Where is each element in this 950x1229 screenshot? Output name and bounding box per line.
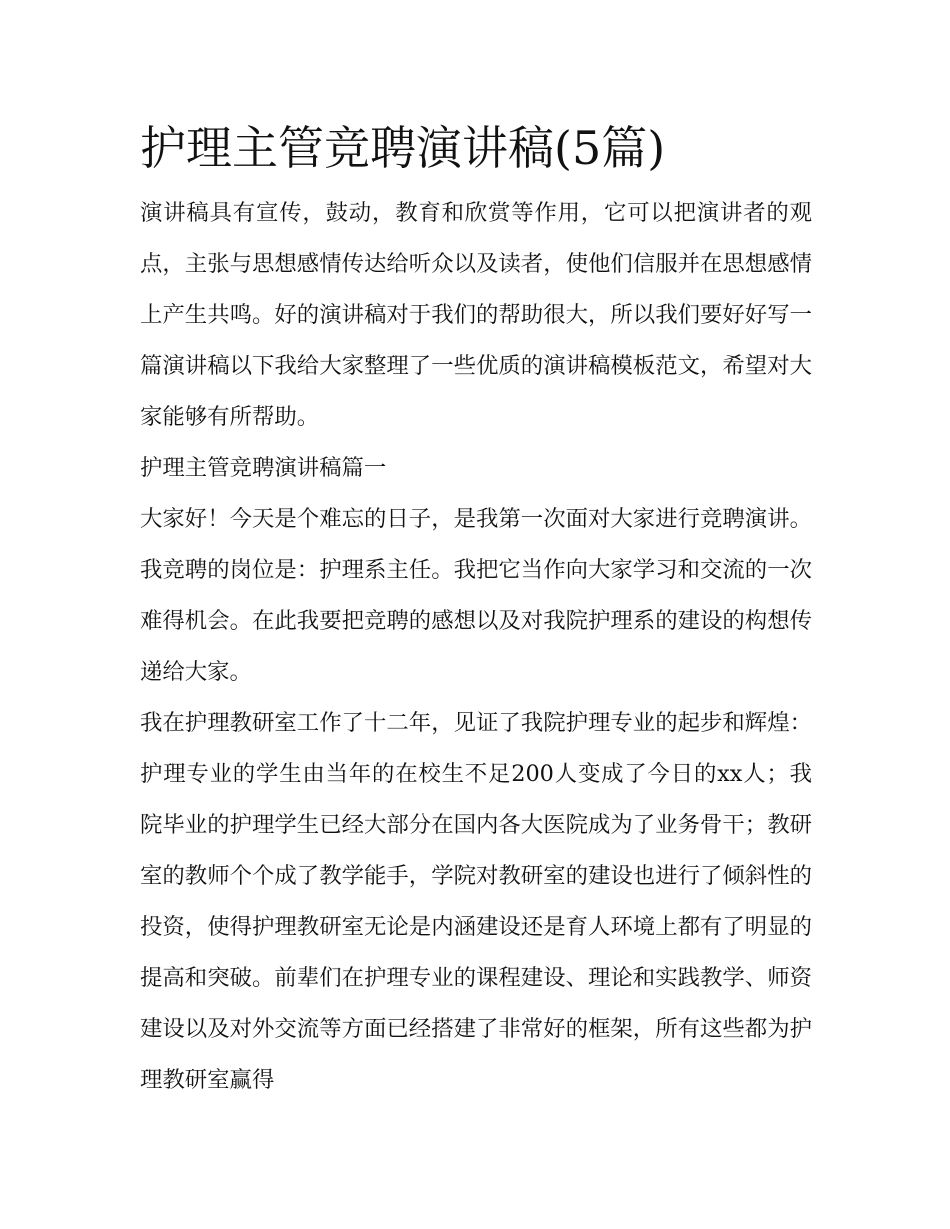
body-paragraph-2: 我在护理教研室工作了十二年，见证了我院护理专业的起步和辉煌：护理专业的学生由当年的在校生不足200人变成了今日的xx人；我院毕业的护理学生已经大部分在国内各大医院成为了业务骨干；教研室的教师个个成了教学能手，学院对教研室的建设也进行了倾斜性的投资，使得护理教研室无论是内涵建设还是育人环境上都有了明显的提高和突破。前辈们在护理专业的课程建设、理论和实践教学、师资建设以及对外交流等方面已经搭建了非常好的框架，所有这些都为护理教研室赢得 — [140, 710, 812, 1093]
section-heading: 护理主管竞聘演讲稿篇一 — [140, 455, 387, 481]
document-page — [140, 118, 812, 1106]
intro-paragraph: 演讲稿具有宣传，鼓动，教育和欣赏等作用，它可以把演讲者的观点，主张与思想感情传达给听众以及读者，使他们信服并在思想感情上产生共鸣。好的演讲稿对于我们的帮助很大，所以我们要好好写一篇演讲稿以下我给大家整理了一些优质的演讲稿模板范文，希望对大家能够有所帮助。 — [140, 200, 812, 430]
document-title: 护理主管竞聘演讲稿(5篇) — [140, 121, 666, 175]
body-paragraph-1: 大家好！今天是个难忘的日子，是我第一次面对大家进行竞聘演讲。我竞聘的岗位是：护理系主任。我把它当作向大家学习和交流的一次难得机会。在此我要把竞聘的感想以及对我院护理系的建设的构想传递给大家。 — [140, 506, 812, 685]
